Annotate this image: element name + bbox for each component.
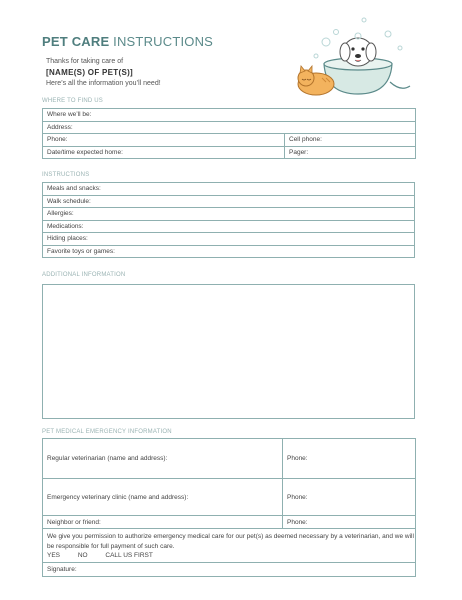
address-field[interactable]: Address: <box>43 121 416 134</box>
walk-schedule-field[interactable]: Walk schedule: <box>43 195 415 208</box>
section-label-emergency: PET MEDICAL EMERGENCY INFORMATION <box>42 429 172 435</box>
neighbor-phone-field[interactable]: Phone: <box>283 516 416 529</box>
section-label-additional: ADDITIONAL INFORMATION <box>42 272 126 278</box>
section-label-instructions: INSTRUCTIONS <box>42 172 90 178</box>
table-row <box>43 479 416 516</box>
instructions-table <box>42 182 415 258</box>
dog-icon <box>340 33 376 66</box>
table-row <box>43 183 415 196</box>
table-row <box>43 220 415 233</box>
table-row <box>43 134 416 147</box>
no-option[interactable]: NO <box>77 552 88 560</box>
pet-names[interactable]: [NAME(S) OF PET(S)] <box>46 68 134 77</box>
table-row <box>43 529 416 563</box>
table-row <box>43 146 416 159</box>
hiding-places-field[interactable]: Hiding places: <box>43 233 415 246</box>
pet-illustration <box>286 12 416 102</box>
table-row <box>43 109 416 122</box>
table-row <box>43 233 415 246</box>
table-row <box>43 121 416 134</box>
allergies-field[interactable]: Allergies: <box>43 208 415 221</box>
vet-field[interactable]: Regular veterinarian (name and address): <box>43 439 283 479</box>
signature-field[interactable]: Signature: <box>43 563 416 577</box>
table-row <box>43 208 415 221</box>
permission-options <box>47 551 415 561</box>
call-first-option[interactable]: CALL US FIRST <box>105 552 153 560</box>
clinic-phone-field[interactable]: Phone: <box>283 479 416 516</box>
table-row <box>43 516 416 529</box>
table-row <box>43 439 416 479</box>
phone-field[interactable]: Phone: <box>43 134 285 147</box>
leash-icon <box>390 82 410 88</box>
cell-phone-field[interactable]: Cell phone: <box>285 134 416 147</box>
table-row <box>43 563 416 577</box>
favorite-toys-field[interactable]: Favorite toys or games: <box>43 245 415 258</box>
yes-option[interactable]: YES <box>47 552 61 560</box>
title-bold: PET CARE <box>42 34 110 49</box>
medications-field[interactable]: Medications: <box>43 220 415 233</box>
neighbor-field[interactable]: Neighbor or friend: <box>43 516 283 529</box>
permission-cell <box>43 529 416 563</box>
additional-info-box[interactable] <box>42 284 415 419</box>
intro-info: Here’s all the information you’ll need! <box>46 80 161 87</box>
table-row <box>43 195 415 208</box>
section-label-where: WHERE TO FIND US <box>42 98 103 104</box>
where-table <box>42 108 416 159</box>
permission-text: We give you permission to authorize emergency medical care for our pet(s) as deemed necessary by a veterinarian, and we will be responsible for full payment of such care. <box>47 533 414 550</box>
meals-field[interactable]: Meals and snacks: <box>43 183 415 196</box>
intro-thanks: Thanks for taking care of <box>46 58 124 65</box>
title-rest: INSTRUCTIONS <box>109 34 214 49</box>
where-well-be-field[interactable]: Where we’ll be: <box>43 109 416 122</box>
date-time-field[interactable]: Date/time expected home: <box>43 146 285 159</box>
pager-field[interactable]: Pager: <box>285 146 416 159</box>
emergency-table <box>42 438 416 577</box>
clinic-field[interactable]: Emergency veterinary clinic (name and address): <box>43 479 283 516</box>
page-title <box>42 34 213 49</box>
table-row <box>43 245 415 258</box>
vet-phone-field[interactable]: Phone: <box>283 439 416 479</box>
